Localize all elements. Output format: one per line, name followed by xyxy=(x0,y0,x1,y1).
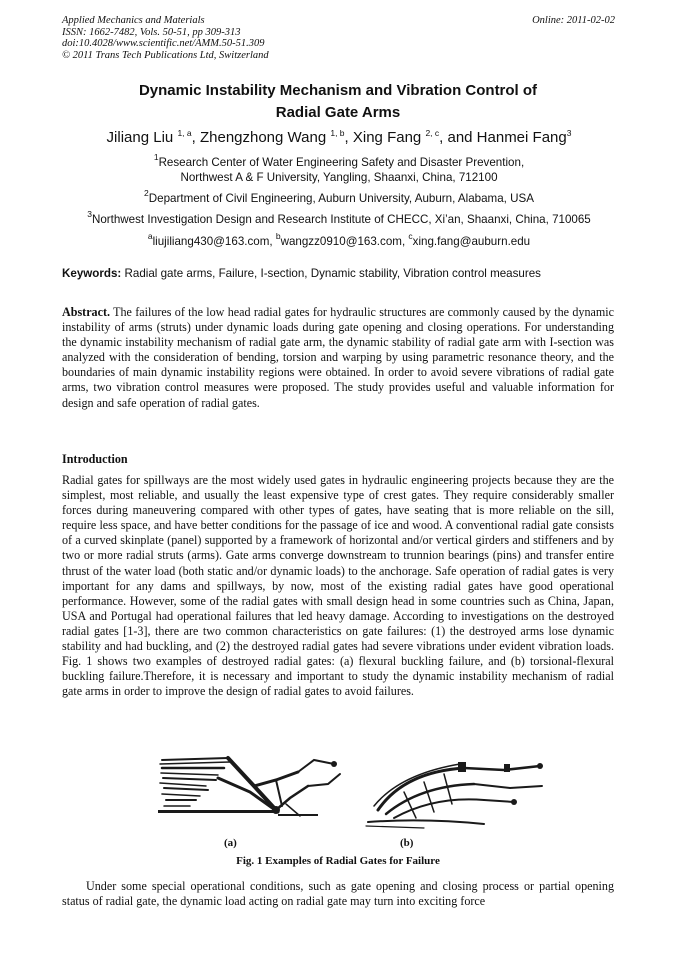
journal-header xyxy=(62,15,269,61)
author-emails: $^a$liujiliang430@163.com, $^b$wangzz0910@163.com, $^c$xing.fang@auburn.edu xyxy=(147,231,531,248)
email-sup: a xyxy=(147,231,153,241)
figure-label-b: (b) xyxy=(400,837,414,849)
author-name: Hanmei Fang xyxy=(476,129,567,146)
introduction-paragraph: Radial gates for spillways are the most widely used gates in hydraulic engineering projects because they are the simplest, most reliable, and usually the least expensive type of crest gates. They require considerably smaller forces during maneuvering compared with other types of gates, have seating that is more reliable on the sill, require less space, and have better conditions for the passage of ice and wood. A conventional radial gate consists of a curved skinplate (panel) supported by a framework of horizontal and/or vertical girders and stiffeners and by two or more radial struts (arms). Gate arms converge downstream to trunnion bearings (pins) and transfer entire thrust of the water load (both static and/or dynamic loads) to the anchorage. Safe operation of radial gates is very important for any dams and spillways, by now, most of the existing radial gates have good operational performance. However, some of the radial gates with small design head in some countries such as China, Japan, USA and Portugal had operational failures that led heavy damage. According to investigations on the destroyed radial gates [1-3], there are two common characteristics on gate failures: (1) the destroyed arms lose dynamic stability and had buckling, and (2) the destroyed radial gates had severe vibrations under evident vibration loads. Fig. 1 shows two examples of destroyed radial gates: (a) flexural buckling failure, and (b) torsional-flexural buckling failure.Therefore, it is necessary and important to study the dynamic instability mechanism of radial gate arms in order to improve the design of radial gates to avoid failures. xyxy=(62,473,614,699)
figure-1a-image xyxy=(158,750,344,834)
email-sup: c xyxy=(408,231,413,241)
title-line-2: Radial Gate Arms xyxy=(275,104,401,121)
journal-name: Applied Mechanics and Materials xyxy=(62,15,205,26)
abstract-label: Abstract. xyxy=(62,305,111,319)
email-address: xing.fang@auburn.edu xyxy=(412,235,531,248)
author-sup: 1, a xyxy=(177,128,192,138)
keywords-text: Radial gate arms, Failure, I-section, Dynamic stability, Vibration control measures xyxy=(124,267,541,280)
affiliation-text: Research Center of Water Engineering Safety and Disaster Prevention, xyxy=(158,156,525,169)
body-paragraph: Under some special operational conditions, such as gate opening and closing process or partial opening status of radial gate, the dynamic load acting on radial gate may turn into exciting force xyxy=(62,879,614,909)
affiliation-1 xyxy=(40,152,638,185)
author-separator: , xyxy=(191,129,200,146)
author-name: Xing Fang xyxy=(352,129,422,146)
section-heading-introduction: Introduction xyxy=(62,452,128,466)
journal-doi: doi:10.4028/www.scientific.net/AMM.50-51.309 xyxy=(62,38,265,49)
author-name: Jiliang Liu xyxy=(106,129,174,146)
figure-label-a: (a) xyxy=(224,837,237,849)
email-sup: b xyxy=(275,231,281,241)
affiliation-sup: 3 xyxy=(87,209,92,219)
author-separator: , xyxy=(344,129,353,146)
abstract xyxy=(62,305,614,411)
affiliation-sup: 2 xyxy=(144,188,149,198)
author-sup: 1, b xyxy=(330,128,345,138)
keywords xyxy=(62,267,622,280)
author-separator: , and xyxy=(439,129,477,146)
keywords-label: Keywords: xyxy=(62,267,122,280)
email-address: liujiliang430@163.com xyxy=(152,235,270,248)
online-date: Online: 2011-02-02 xyxy=(532,15,615,26)
author-sup: 2, c xyxy=(425,128,440,138)
author-name: Zhengzhong Wang xyxy=(199,129,327,146)
figure-1b-image xyxy=(364,752,550,832)
affiliation-3 xyxy=(40,209,638,228)
title-line-1: Dynamic Instability Mechanism and Vibration Control of xyxy=(138,82,538,99)
author-list xyxy=(40,129,638,146)
affiliation-2 xyxy=(40,188,638,207)
figure-caption: Fig. 1 Examples of Radial Gates for Failure xyxy=(236,855,440,867)
affiliation-sup: 1 xyxy=(153,152,159,162)
affiliation-text: Northwest A & F University, Yangling, Shaanxi, China, 712100 xyxy=(180,170,498,184)
email-address: wangzz0910@163.com xyxy=(280,235,402,248)
affiliation-text: Department of Civil Engineering, Auburn University, Auburn, Alabama, USA xyxy=(148,192,534,205)
author-sup: 3 xyxy=(566,128,572,138)
journal-copyright: © 2011 Trans Tech Publications Ltd, Switzerland xyxy=(62,49,269,61)
abstract-text: The failures of the low head radial gates for hydraulic structures are commonly caused by the dynamic instability of arms (struts) under dynamic loads during gate opening and closing operations. For understanding the dynamic instability mechanism of radial gate arm, the dynamic stability of radial gate arm with I-section was analyzed with the consideration of bending, torsion and warping by using parametric resonance theory, and the boundaries of main dynamic instability regions were obtained. In order to avoid severe vibrations of radial gate arms, two vibration control measures were proposed. The study provides useful and valuable information for design and safe operation of radial gates. xyxy=(62,305,614,410)
paper-title xyxy=(62,80,614,124)
affiliation-text: Northwest Investigation Design and Research Institute of CHECC, Xi’an, Shaanxi, China, 710065 xyxy=(91,213,591,226)
journal-issn: ISSN: 1662-7482, Vols. 50-51, pp 309-313 xyxy=(62,26,241,38)
